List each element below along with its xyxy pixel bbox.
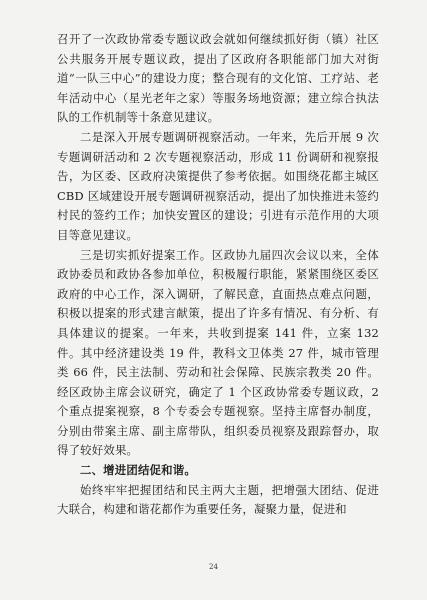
paragraph-proposal-work: 三是切实抓好提案工作。区政协九届四次会议以来，全体政协委员和政协各参加单位，积极履行职能，紧紧围绕区委区政府的中心工作，深入调研，了解民意，直面热点难点问题，积极以提案的形式建言献策，提出了许多有情况、有分析、有具体建议的提案。一年来，共收到提案 141 件，立案 132 件。其中经济建设类 19 件，教科文卫体类 27 件，城市管理类 66 件，民主法制、劳动和社会保障、民族宗教类 20 件。经区政协主席会议研究，确定了 1 个区政协常委专题议政，2 个重点提案视察，8 个专委会专题视察。坚持主席督办制度，分别由带案主席、副主席带队，组织委员视察及跟踪督办，取得了较好效果。 xyxy=(57,247,379,458)
section-heading: 二、增进团结促和谐。 xyxy=(80,463,196,478)
document-body xyxy=(57,30,379,520)
paragraph-research-activities: 二是深入开展专题调研视察活动。一年来，先后开展 9 次专题调研活动和 2 次专题视察活动，形成 11 份调研和视察报告，为区委、区政府决策提供了参考依据。如围绕花都主城区 CBD 区域建设开展专题调研视察活动，提出了加快推进未签约村民的签约工作；加快安置区的建设；引进有示范作用的大项目等意见建议。 xyxy=(57,129,379,242)
page-number: 24 xyxy=(209,563,218,571)
paragraph-unity: 始终牢牢把握团结和民主两大主题，把增强大团结、促进大联合，构建和谐花都作为重要任务，凝聚力量，促进和 xyxy=(57,482,379,517)
paragraph-continuation: 召开了一次政协常委专题议政会就如何继续抓好街（镇）社区公共服务开展专题议政，提出了区政府各职能部门加大对街道“一队三中心”的建设力度；整合现有的文化馆、工疗站、老年活动中心（星光老年之家）等服务场地资源；建立综合执法队的工作机制等十条意见建议。 xyxy=(57,32,379,125)
